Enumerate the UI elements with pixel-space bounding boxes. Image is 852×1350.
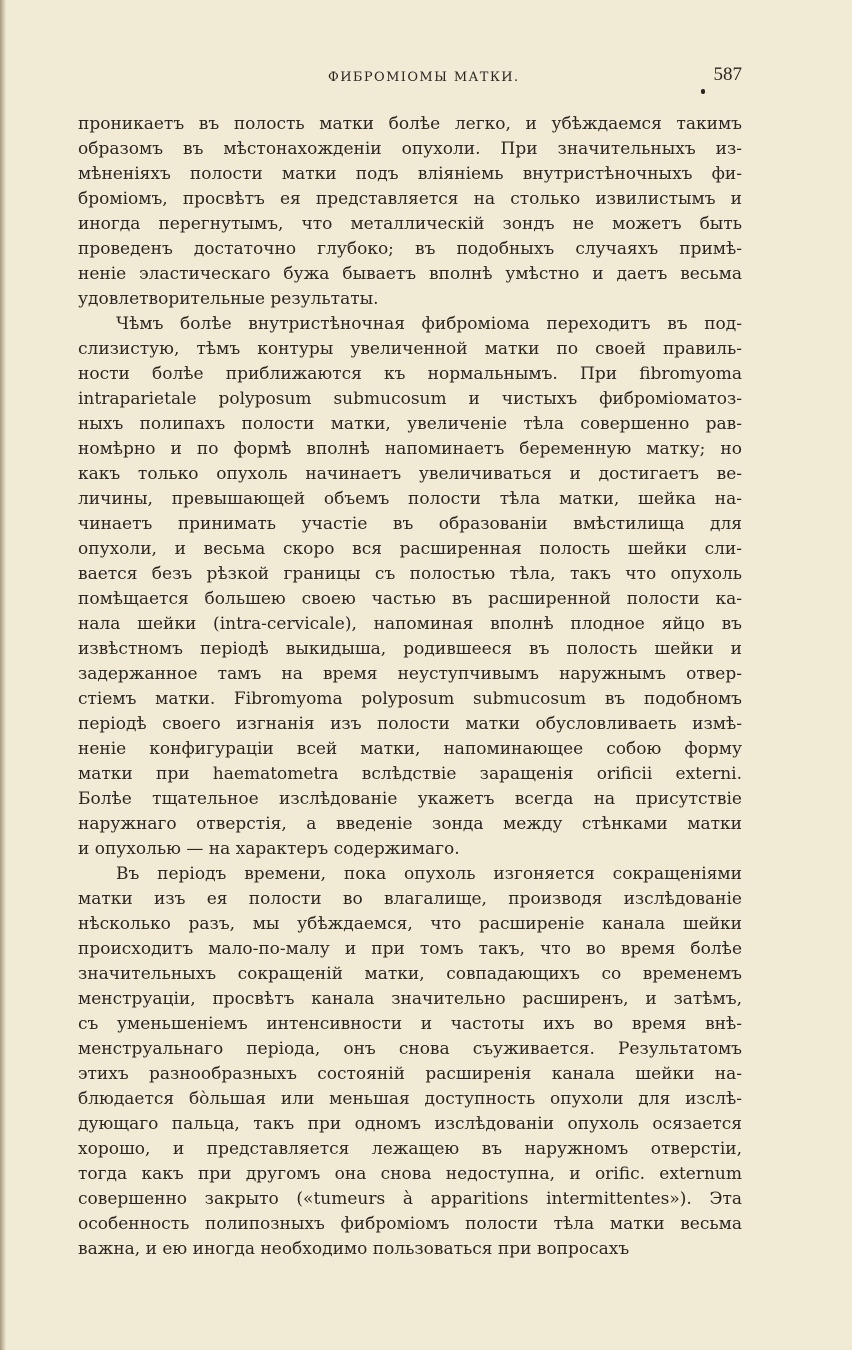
text-line: опухоли, и весьма скоро вся расширенная полость шейки сли- (78, 539, 742, 559)
text-line: неніе конфигураціи всей матки, напоминающее собою форму (78, 739, 742, 759)
text-line: извѣстномъ періодѣ выкидыша, родившееся въ полость шейки и (78, 639, 742, 659)
text-line: совершенно закрыто («tumeurs à apparitions intermittentes»). Эта (78, 1189, 742, 1209)
text-line: стіемъ матки. Fibromyoma polyposum submucosum въ подобномъ (78, 689, 742, 709)
text-line: дующаго пальца, такъ при одномъ изслѣдованіи опухоль осязается (78, 1114, 742, 1134)
text-line: ности болѣе приближаются къ нормальнымъ. При fibromyoma (78, 364, 742, 384)
text-line: проникаетъ въ полость матки болѣе легко, и убѣждаемся такимъ (78, 114, 742, 134)
text-line: матки изъ ея полости во влагалище, производя изслѣдованіе (78, 889, 742, 909)
text-line: слизистую, тѣмъ контуры увеличенной матки по своей правиль- (78, 339, 742, 359)
text-line: ныхъ полипахъ полости матки, увеличеніе тѣла совершенно рав- (78, 414, 742, 434)
text-line: помѣщается большею своею частью въ расширенной полости ка- (78, 589, 742, 609)
ink-mark (701, 89, 705, 94)
text-line: тогда какъ при другомъ она снова недоступна, и orific. externum (78, 1164, 742, 1184)
text-line: какъ только опухоль начинаетъ увеличиваться и достигаетъ ве- (78, 464, 742, 484)
text-line: особенность полипозныхъ фиброміомъ полости тѣла матки весьма (78, 1214, 742, 1234)
text-line: матки при haematometra вслѣдствіе заращенія orificii externi. (78, 764, 742, 784)
text-line: иногда перегнутымъ, что металлическій зондъ не можетъ быть (78, 214, 742, 234)
text-line: удовлетворительные результаты. (78, 289, 379, 309)
text-line: Чѣмъ болѣе внутристѣночная фиброміома переходитъ въ под- (116, 314, 742, 334)
text-line: наружнаго отверстія, а введеніе зонда между стѣнками матки (78, 814, 742, 834)
page-header (78, 62, 742, 92)
text-line: номѣрно и по формѣ вполнѣ напоминаетъ беременную матку; но (78, 439, 742, 459)
paragraph-1 (78, 112, 742, 312)
text-line: личины, превышающей объемъ полости тѣла матки, шейка на- (78, 489, 742, 509)
text-line: чинаетъ принимать участіе въ образованіи вмѣстилища для (78, 514, 742, 534)
page-edge-shadow (0, 0, 6, 1350)
text-line: неніе эластическаго бужа бываетъ вполнѣ умѣстно и даетъ весьма (78, 264, 742, 284)
text-line: мѣненіяхъ полости матки подъ вліяніемь внутристѣночныхъ фи- (78, 164, 742, 184)
text-line: intraparietale polyposum submucosum и чистыхъ фиброміоматоз- (78, 389, 742, 409)
text-line: вается безъ рѣзкой границы съ полостью тѣла, такъ что опухоль (78, 564, 742, 584)
text-line: Въ періодъ времени, пока опухоль изгоняется сокращеніями (116, 864, 742, 884)
text-line: задержанное тамъ на время неуступчивымъ наружнымъ отвер- (78, 664, 742, 684)
text-line: хорошо, и представляется лежащею въ наружномъ отверстіи, (78, 1139, 742, 1159)
text-line: съ уменьшеніемъ интенсивности и частоты ихъ во время внѣ- (78, 1014, 742, 1034)
text-line: происходитъ мало-по-малу и при томъ такъ, что во время болѣе (78, 939, 742, 959)
text-line: значительныхъ сокращеній матки, совпадающихъ со временемъ (78, 964, 742, 984)
text-line: нѣсколько разъ, мы убѣждаемся, что расширеніе канала шейки (78, 914, 742, 934)
text-line: менструаціи, просвѣтъ канала значительно расширенъ, и затѣмъ, (78, 989, 742, 1009)
page-number: 587 (713, 64, 742, 85)
text-line: блюдается бо̀льшая или меньшая доступность опухоли для изслѣ- (78, 1089, 742, 1109)
text-line: броміомъ, просвѣтъ ея представляется на столько извилистымъ и (78, 189, 742, 209)
body-text (78, 112, 742, 1262)
text-line: и опухолью — на характеръ содержимаго. (78, 839, 460, 859)
text-line: періодѣ своего изгнанія изъ полости матки обусловливаеть измѣ- (78, 714, 742, 734)
text-line: менструальнаго періода, онъ снова съуживается. Результатомъ (78, 1039, 742, 1059)
text-line: этихъ разнообразныхъ состояній расширенія канала шейки на- (78, 1064, 742, 1084)
paragraph-2 (78, 312, 742, 862)
text-line: образомъ въ мѣстонахожденіи опухоли. При значительныхъ из- (78, 139, 742, 159)
text-line: Болѣе тщательное изслѣдованіе укажетъ всегда на присутствіе (78, 789, 742, 809)
paragraph-3 (78, 862, 742, 1262)
text-line: проведенъ достаточно глубоко; въ подобныхъ случаяхъ примѣ- (78, 239, 742, 259)
text-line: нала шейки (intra-cervicale), напоминая вполнѣ плодное яйцо въ (78, 614, 742, 634)
text-line: важна, и ею иногда необходимо пользоваться при вопросахъ (78, 1239, 630, 1259)
running-title: ФИБРОМІОМЫ МАТКИ. (328, 70, 520, 85)
